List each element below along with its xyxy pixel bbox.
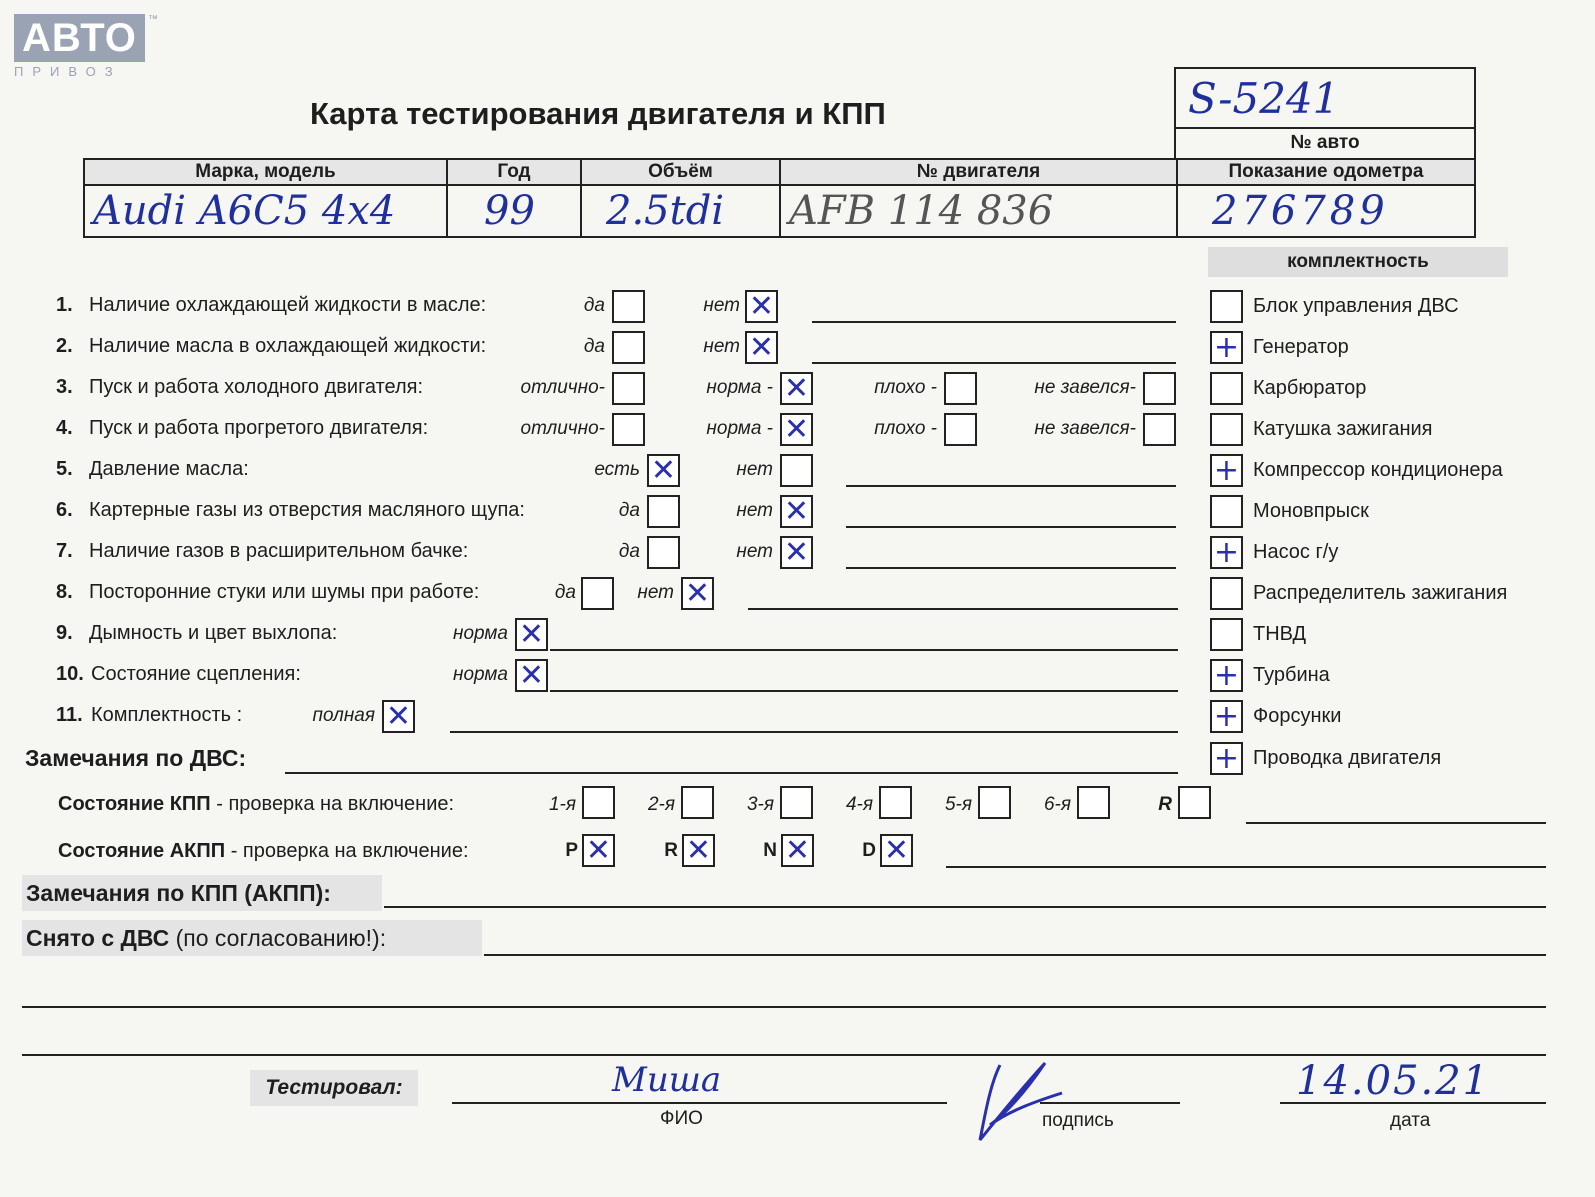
gear-label: 1-я <box>548 794 576 815</box>
option-checkbox[interactable] <box>1143 413 1176 446</box>
option-checkbox[interactable]: ✕ <box>382 700 415 733</box>
option-checkbox[interactable]: ✕ <box>647 454 680 487</box>
col-odometer <box>1178 160 1474 238</box>
auto-number-label: № авто <box>1290 132 1360 153</box>
snyato-line[interactable] <box>484 954 1546 956</box>
akpp-mode-label: R <box>664 840 678 861</box>
col-odometer-value: 276789 <box>1212 188 1389 234</box>
option-checkbox[interactable]: ✕ <box>780 372 813 405</box>
question-text: Состояние сцепления: <box>91 663 301 685</box>
fio-value: Миша <box>612 1060 722 1100</box>
option-checkbox[interactable]: ✕ <box>515 659 548 692</box>
option-label: да <box>618 541 640 562</box>
logo <box>14 14 145 79</box>
option-label: полная <box>312 705 375 726</box>
akpp-line[interactable] <box>946 866 1546 868</box>
option-label: плохо - <box>874 377 937 398</box>
gear-label: R <box>1158 794 1172 815</box>
signature-icon <box>970 1055 1070 1150</box>
answer-line[interactable] <box>812 321 1176 323</box>
snyato-bold: Снято с ДВС <box>26 925 170 951</box>
col-volume <box>582 160 781 238</box>
option-label: отлично- <box>520 377 605 398</box>
question-text: Наличие масла в охлаждающей жидкости: <box>89 335 487 357</box>
auto-number-box <box>1174 67 1476 159</box>
option-label: да <box>583 336 605 357</box>
col-model-value: Audi A6C5 4x4 <box>93 188 396 234</box>
blank-line-2[interactable] <box>22 1054 1546 1056</box>
option-label: отлично- <box>520 418 605 439</box>
col-volume-value: 2.5tdi <box>606 188 725 234</box>
question-text: Картерные газы из отверстия масляного щупа: <box>89 499 525 521</box>
komplekt-checkbox[interactable]: + <box>1210 331 1243 364</box>
komplekt-checkbox[interactable]: + <box>1210 742 1243 775</box>
question-number: 3. <box>56 376 73 398</box>
kpp-label-rest: - проверка на включение: <box>210 793 455 815</box>
komplekt-label: Турбина <box>1253 664 1330 686</box>
option-label: нет <box>736 500 773 521</box>
komplekt-checkbox[interactable] <box>1210 413 1243 446</box>
akpp-mode-label: P <box>565 840 578 861</box>
option-label: не завелся- <box>1034 418 1136 439</box>
option-label: нет <box>703 336 740 357</box>
question-number: 2. <box>56 335 73 357</box>
option-label: норма <box>453 664 508 685</box>
tested-by-label: Тестировал: <box>250 1070 418 1106</box>
gear-label: 3-я <box>746 794 774 815</box>
option-checkbox[interactable]: ✕ <box>780 536 813 569</box>
komplekt-label: Карбюратор <box>1253 377 1367 399</box>
blank-line-1[interactable] <box>22 1006 1546 1008</box>
akpp-mode-checkbox[interactable]: ✕ <box>781 834 814 867</box>
kpp-line[interactable] <box>1246 822 1546 824</box>
question-number: 9. <box>56 622 73 644</box>
answer-line[interactable] <box>450 731 1178 733</box>
komplekt-label: Катушка зажигания <box>1253 418 1433 440</box>
question-text: Пуск и работа прогретого двигателя: <box>89 417 429 439</box>
col-year-value: 99 <box>484 188 535 234</box>
komplekt-checkbox[interactable]: + <box>1210 700 1243 733</box>
option-checkbox[interactable]: ✕ <box>780 413 813 446</box>
komplekt-label: Блок управления ДВС <box>1253 295 1459 317</box>
answer-line[interactable] <box>846 526 1176 528</box>
snyato-rest: (по согласованию!): <box>169 925 387 951</box>
option-label: нет <box>703 295 740 316</box>
komplekt-checkbox[interactable] <box>1210 495 1243 528</box>
gear-label: 6-я <box>1043 794 1071 815</box>
komplekt-checkbox[interactable] <box>1210 290 1243 323</box>
option-checkbox[interactable]: ✕ <box>745 290 778 323</box>
akpp-label-bold: Состояние АКПП <box>58 840 226 862</box>
snyato-label <box>22 920 482 956</box>
answer-line[interactable] <box>812 362 1176 364</box>
col-volume-header: Объём <box>582 160 779 186</box>
question-text: Давление масла: <box>89 458 249 480</box>
col-year <box>448 160 582 238</box>
fio-label: ФИО <box>660 1108 703 1129</box>
akpp-mode-label: N <box>763 840 777 861</box>
komplekt-label: Моновпрыск <box>1253 500 1369 522</box>
answer-line[interactable] <box>846 485 1176 487</box>
option-checkbox[interactable]: ✕ <box>745 331 778 364</box>
col-model <box>85 160 448 238</box>
question-number: 1. <box>56 294 73 316</box>
logo-tm: ™ <box>148 14 158 25</box>
option-checkbox[interactable]: ✕ <box>681 577 714 610</box>
akpp-mode-label: D <box>862 840 876 861</box>
option-checkbox[interactable]: ✕ <box>515 618 548 651</box>
option-checkbox[interactable]: ✕ <box>780 495 813 528</box>
question-number: 6. <box>56 499 73 521</box>
col-engine <box>781 160 1178 238</box>
komplekt-checkbox[interactable] <box>1210 618 1243 651</box>
question-number: 10. <box>56 663 84 685</box>
komplekt-checkbox[interactable]: + <box>1210 659 1243 692</box>
komplekt-label: Форсунки <box>1253 705 1342 727</box>
question-number: 11. <box>56 704 83 726</box>
answer-line[interactable] <box>846 567 1176 569</box>
option-label: норма - <box>706 418 773 439</box>
komplekt-checkbox[interactable] <box>1210 577 1243 610</box>
akpp-mode-checkbox[interactable]: ✕ <box>880 834 913 867</box>
question-text: Посторонние стуки или шумы при работе: <box>89 581 480 603</box>
option-label: нет <box>637 582 674 603</box>
question-text: Наличие охлаждающей жидкости в масле: <box>89 294 487 316</box>
option-checkbox[interactable] <box>1143 372 1176 405</box>
question-number: 4. <box>56 417 73 439</box>
answer-line[interactable] <box>550 690 1178 692</box>
question-number: 7. <box>56 540 73 562</box>
option-label: да <box>583 295 605 316</box>
gear-label: 2-я <box>647 794 675 815</box>
komplektnost-header: комплектность <box>1208 247 1508 277</box>
gear-label: 4-я <box>845 794 873 815</box>
question-number: 8. <box>56 581 73 603</box>
komplekt-label: Генератор <box>1253 336 1349 358</box>
kpp-label-bold: Состояние КПП <box>58 793 211 815</box>
komplekt-label: Распределитель зажигания <box>1253 582 1508 604</box>
zamechaniya-dvs-label: Замечания по ДВС: <box>25 745 247 771</box>
answer-line[interactable] <box>748 608 1178 610</box>
vehicle-table <box>83 158 1476 238</box>
option-label: плохо - <box>874 418 937 439</box>
komplekt-checkbox[interactable]: + <box>1210 536 1243 569</box>
option-label: нет <box>736 459 773 480</box>
question-text: Наличие газов в расширительном бачке: <box>89 540 469 562</box>
auto-number-value: S-5241 <box>1176 69 1474 129</box>
option-label: есть <box>594 459 640 480</box>
option-label: норма <box>453 623 508 644</box>
col-model-header: Марка, модель <box>85 160 446 186</box>
fio-line[interactable] <box>452 1102 947 1104</box>
akpp-mode-checkbox[interactable]: ✕ <box>682 834 715 867</box>
gear-checkbox[interactable] <box>1178 786 1211 819</box>
col-odometer-header: Показание одометра <box>1178 160 1474 186</box>
option-label: нет <box>736 541 773 562</box>
question-number: 5. <box>56 458 73 480</box>
zamechaniya-kpp-label: Замечания по КПП (АКПП): <box>22 875 382 911</box>
answer-line[interactable] <box>550 649 1178 651</box>
komplekt-label: Насос г/у <box>1253 541 1339 563</box>
option-label: да <box>554 582 576 603</box>
question-text: Пуск и работа холодного двигателя: <box>89 376 424 398</box>
akpp-label-rest: - проверка на включение: <box>225 840 469 862</box>
date-label: дата <box>1390 1110 1431 1131</box>
logo-main: АВТО <box>14 14 145 62</box>
option-checkbox[interactable] <box>780 454 813 487</box>
option-label: норма - <box>706 377 773 398</box>
page-title: Карта тестирования двигателя и КПП <box>310 96 886 131</box>
date-value: 14.05.21 <box>1296 1058 1491 1104</box>
option-label: не завелся- <box>1034 377 1136 398</box>
komplekt-checkbox[interactable]: + <box>1210 454 1243 487</box>
gear-label: 5-я <box>944 794 972 815</box>
zamechaniya-kpp-line[interactable] <box>384 906 1546 908</box>
col-engine-header: № двигателя <box>781 160 1176 186</box>
akpp-mode-checkbox[interactable]: ✕ <box>582 834 615 867</box>
question-text: Комплектность : <box>91 704 243 726</box>
komplekt-label: Компрессор кондиционера <box>1253 459 1503 481</box>
question-text: Дымность и цвет выхлопа: <box>89 622 338 644</box>
logo-sub: ПРИВОЗ <box>14 64 122 79</box>
zamechaniya-dvs-line[interactable] <box>285 772 1178 774</box>
komplekt-label: ТНВД <box>1253 623 1307 645</box>
col-engine-value: AFB 114 836 <box>789 188 1054 234</box>
col-year-header: Год <box>448 160 580 186</box>
komplekt-checkbox[interactable] <box>1210 372 1243 405</box>
komplekt-label: Проводка двигателя <box>1253 747 1442 769</box>
sign-label: подпись <box>1042 1110 1114 1131</box>
option-label: да <box>618 500 640 521</box>
